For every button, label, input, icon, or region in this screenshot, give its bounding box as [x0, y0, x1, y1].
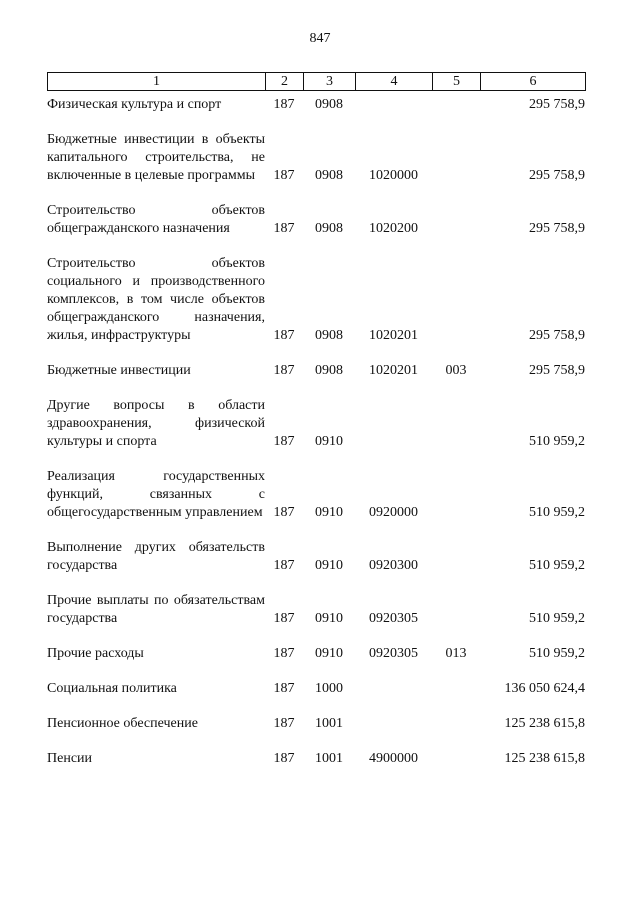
row-ministry-code: 187: [273, 716, 295, 731]
row-section-code: 0908: [315, 363, 343, 378]
row-name: Реализация государственных функций, связанных с общегосударственным управлением: [47, 469, 265, 520]
column-header-5: 5: [433, 73, 481, 91]
row-ministry-code: 187: [273, 97, 295, 112]
row-name: Пенсионное обеспечение: [47, 716, 198, 731]
row-section-code: 0910: [315, 611, 343, 626]
budget-table-body: [47, 96, 585, 785]
table-row: [47, 539, 585, 575]
table-row: [47, 715, 585, 733]
row-target-code: 1020000: [369, 168, 418, 183]
row-name: Строительство объектов социального и производственного комплексов, в том числе объектов общегражданского назначения, жилья, инфраструктуры: [47, 256, 265, 343]
row-ministry-code: 187: [273, 681, 295, 696]
column-header-3: 3: [304, 73, 356, 91]
table-row: [47, 96, 585, 114]
row-section-code: 0910: [315, 505, 343, 520]
row-name: Бюджетные инвестиции: [47, 363, 191, 378]
column-header-2: 2: [266, 73, 304, 91]
row-name: Пенсии: [47, 751, 93, 766]
row-ministry-code: 187: [273, 168, 295, 183]
row-ministry-code: 187: [273, 434, 295, 449]
row-amount: 510 959,2: [529, 434, 585, 449]
row-ministry-code: 187: [273, 505, 295, 520]
row-section-code: 1001: [315, 751, 343, 766]
row-ministry-code: 187: [273, 363, 295, 378]
row-amount: 295 758,9: [529, 328, 585, 343]
row-section-code: 1000: [315, 681, 343, 696]
row-name: Социальная политика: [47, 681, 177, 696]
row-amount: 295 758,9: [529, 168, 585, 183]
row-amount: 125 238 615,8: [504, 751, 585, 766]
row-target-code: 4900000: [369, 751, 418, 766]
table-row: [47, 680, 585, 698]
table-row: [47, 645, 585, 663]
row-ministry-code: 187: [273, 611, 295, 626]
row-name: Другие вопросы в области здравоохранения, физической культуры и спорта: [47, 398, 265, 449]
row-amount: 510 959,2: [529, 505, 585, 520]
column-header-4: 4: [356, 73, 433, 91]
row-ministry-code: 187: [273, 646, 295, 661]
column-header-table: [47, 72, 586, 91]
table-row: [47, 362, 585, 380]
row-ministry-code: 187: [273, 558, 295, 573]
row-type-code: 003: [445, 363, 467, 378]
row-section-code: 0910: [315, 558, 343, 573]
row-target-code: 0920000: [369, 505, 418, 520]
row-amount: 136 050 624,4: [504, 681, 585, 696]
row-amount: 125 238 615,8: [504, 716, 585, 731]
row-name: Прочие расходы: [47, 646, 144, 661]
table-row: [47, 131, 585, 185]
row-amount: 295 758,9: [529, 221, 585, 236]
row-target-code: 0920300: [369, 558, 418, 573]
row-section-code: 1001: [315, 716, 343, 731]
column-header-row: [48, 73, 586, 91]
row-amount: 510 959,2: [529, 646, 585, 661]
row-ministry-code: 187: [273, 751, 295, 766]
row-section-code: 0908: [315, 168, 343, 183]
row-section-code: 0908: [315, 328, 343, 343]
row-name: Строительство объектов общегражданского назначения: [47, 203, 265, 236]
row-amount: 295 758,9: [529, 97, 585, 112]
row-type-code: 013: [445, 646, 467, 661]
row-section-code: 0910: [315, 646, 343, 661]
row-amount: 510 959,2: [529, 611, 585, 626]
row-target-code: 1020201: [369, 363, 418, 378]
row-amount: 510 959,2: [529, 558, 585, 573]
row-amount: 295 758,9: [529, 363, 585, 378]
row-section-code: 0910: [315, 434, 343, 449]
table-row: [47, 592, 585, 628]
table-row: [47, 255, 585, 345]
row-name: Бюджетные инвестиции в объекты капитального строительства, не включенные в целевые программы: [47, 132, 265, 183]
row-target-code: 1020200: [369, 221, 418, 236]
row-target-code: 1020201: [369, 328, 418, 343]
column-header-6: 6: [481, 73, 586, 91]
row-section-code: 0908: [315, 97, 343, 112]
table-row: [47, 750, 585, 768]
row-name: Физическая культура и спорт: [47, 97, 222, 112]
row-section-code: 0908: [315, 221, 343, 236]
row-target-code: 0920305: [369, 611, 418, 626]
row-name: Прочие выплаты по обязательствам государства: [47, 593, 265, 626]
column-header-1: 1: [48, 73, 266, 91]
row-name: Выполнение других обязательств государства: [47, 540, 265, 573]
page-number: 847: [309, 31, 331, 46]
table-row: [47, 468, 585, 522]
table-row: [47, 202, 585, 238]
row-ministry-code: 187: [273, 328, 295, 343]
row-ministry-code: 187: [273, 221, 295, 236]
table-row: [47, 397, 585, 451]
row-target-code: 0920305: [369, 646, 418, 661]
